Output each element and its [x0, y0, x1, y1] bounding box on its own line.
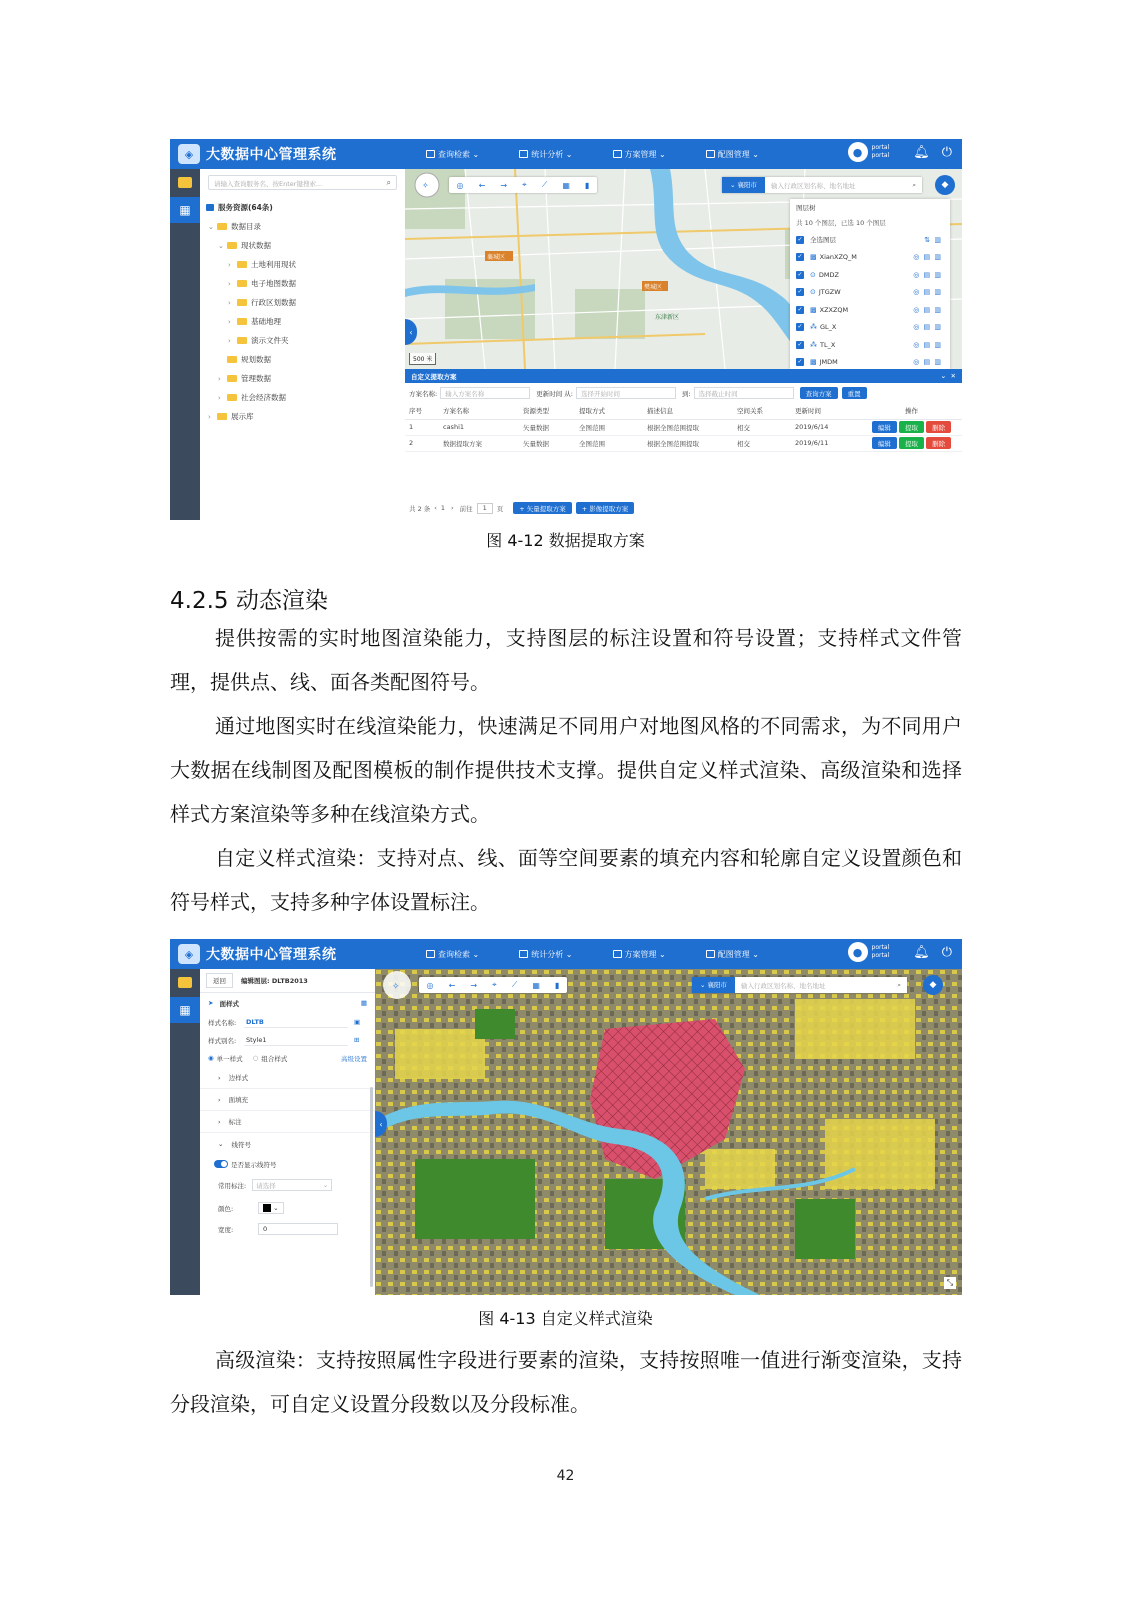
chevron-right-icon: ›: [228, 336, 231, 345]
layer-ops-icon[interactable]: ◎ ▤ ▥: [913, 305, 942, 314]
page-number: 42: [556, 1468, 575, 1484]
delete-button[interactable]: 删除: [926, 421, 951, 433]
add-vector-plan-button[interactable]: + 矢量提取方案: [513, 502, 572, 514]
checkbox[interactable]: ✓: [797, 340, 803, 348]
col-header[interactable]: 提取方式: [575, 403, 643, 419]
toggle-switch[interactable]: [214, 1160, 228, 1168]
tree-search-input[interactable]: 请输入查询服务名、按Enter键搜索... ⌕: [208, 175, 397, 190]
cell: 2019/6/11: [791, 435, 857, 451]
cell: 2019/6/14: [791, 419, 857, 435]
radio-icon[interactable]: ○: [252, 1054, 259, 1062]
chevron-right-icon: ›: [218, 1095, 221, 1104]
tree-item[interactable]: ⌄ 数据目录: [208, 222, 261, 231]
chevron-right-icon: ›: [228, 279, 231, 288]
line-layer-icon: ⁂: [810, 340, 817, 349]
name-label: 方案名称:: [409, 389, 438, 398]
layer-row-all[interactable]: ✓ 全选图层 ⇅ ▥: [797, 235, 942, 245]
query-button[interactable]: 查询方案: [800, 387, 838, 399]
save-icon[interactable]: ▣: [354, 1018, 361, 1026]
cell: 数据提取方案: [439, 435, 519, 451]
app-logo-icon: ◈: [178, 144, 200, 164]
stats-icon: [519, 950, 528, 958]
next-page-icon[interactable]: ›: [451, 504, 454, 512]
map-toolbar: [449, 177, 597, 193]
tree-item[interactable]: › 电子地图数据: [228, 279, 296, 288]
chevron-down-icon: ⌄: [218, 1140, 224, 1148]
user-name: portal: [871, 144, 890, 151]
cell: 1: [405, 419, 439, 435]
advanced-settings-link[interactable]: 高级设置: [341, 1054, 367, 1063]
polygon-layer-icon: ▩: [810, 305, 817, 314]
style-type-radios: ◉ 单一样式 ○ 组合样式 高级设置: [208, 1054, 367, 1063]
extraction-plan-panel: [405, 369, 962, 520]
menu-plans[interactable]: 方案管理 ⌄: [613, 949, 666, 960]
grid-edit-icon[interactable]: ⊞: [354, 1036, 360, 1044]
top-bar: [170, 139, 962, 169]
style-edit-panel: [200, 969, 375, 1295]
checkbox[interactable]: ✓: [797, 323, 803, 331]
globe-icon[interactable]: ◎: [456, 180, 464, 190]
line-layer-icon: ⁂: [810, 323, 817, 332]
plans-icon: [613, 150, 622, 158]
checkbox[interactable]: ✓: [797, 253, 803, 261]
col-header[interactable]: 描述信息: [643, 403, 733, 419]
folder-icon: [237, 261, 247, 268]
add-image-plan-button[interactable]: + 影像提取方案: [576, 502, 635, 514]
checkbox[interactable]: ✓: [797, 288, 803, 296]
checkbox[interactable]: ✓: [797, 235, 803, 243]
edit-button[interactable]: 编辑: [872, 421, 897, 433]
layer-row[interactable]: ✓ ⁂ TL_X ◎ ▤ ▥: [797, 340, 942, 349]
layers-icon[interactable]: ◆: [923, 975, 943, 995]
chevron-right-icon: ›: [218, 1073, 221, 1082]
chevron-right-icon: ›: [228, 298, 231, 307]
locate-icon[interactable]: ⌖: [492, 980, 497, 989]
menu-mapping[interactable]: 配图管理 ⌄: [706, 949, 759, 960]
locate-icon[interactable]: ⌖: [522, 180, 527, 189]
folder-icon: [227, 375, 237, 382]
layer-row[interactable]: ✓ ▩ JMDM ◎ ▤ ▥: [797, 358, 942, 367]
side-rail: [170, 969, 200, 1295]
measure-icon[interactable]: ⟋: [541, 180, 548, 189]
checkbox[interactable]: ✓: [797, 358, 803, 366]
map-label: 襄城区: [487, 254, 506, 261]
city-selector[interactable]: ⌄ 襄阳市: [722, 177, 765, 193]
menu-mapping[interactable]: 配图管理 ⌄: [706, 149, 759, 160]
collapse-left-icon[interactable]: ‹: [375, 1111, 387, 1137]
screenshot-custom-style: [170, 939, 962, 1295]
map-search-input[interactable]: 输入行政区划名称、地名地址: [741, 981, 826, 990]
layer-panel-title: 图层树: [796, 204, 816, 212]
menu-stats[interactable]: 统计分析 ⌄: [519, 949, 572, 960]
layer-ops-icon[interactable]: ◎ ▤ ▥: [913, 323, 942, 332]
style-panel-header: [200, 969, 375, 993]
resource-tree-panel: [200, 169, 405, 520]
tree-item[interactable]: › 展示库: [208, 412, 254, 421]
cell: 全图范围: [575, 435, 643, 451]
panel-title: 自定义提取方案: [411, 372, 457, 381]
layer-ops-icon[interactable]: ⇅ ▥: [924, 235, 942, 244]
folder-icon: [237, 318, 247, 325]
table-icon[interactable]: ▦: [360, 999, 367, 1007]
chevron-down-icon: ⌄: [322, 1181, 329, 1189]
radio-checked-icon[interactable]: ◉: [208, 1054, 214, 1062]
style-icon: ➤: [208, 999, 214, 1007]
col-header: 操作: [857, 403, 962, 419]
layer-row[interactable]: ✓ ⊙ JTGZW ◎ ▤ ▥: [797, 288, 942, 297]
name-input[interactable]: 输入方案名称: [440, 387, 530, 399]
user-avatar[interactable]: ●: [848, 942, 868, 962]
map-toolbar: [419, 977, 567, 993]
figure-caption: 图 4-12 数据提取方案: [486, 531, 645, 550]
panel-header: [405, 369, 962, 383]
panel-controls-icon[interactable]: ⌄ ✕: [940, 372, 956, 380]
layer-ops-icon[interactable]: ◎ ▤ ▥: [913, 358, 942, 367]
chevron-right-icon: ›: [208, 412, 211, 421]
chevron-right-icon: ›: [228, 260, 231, 269]
map-view[interactable]: [405, 169, 962, 369]
doc-icon: [206, 204, 214, 211]
cell: 根据全图范围提取: [643, 435, 733, 451]
delete-button[interactable]: 删除: [926, 437, 951, 449]
col-header[interactable]: 更新时间: [791, 403, 857, 419]
user-role: portal: [871, 152, 890, 159]
map-search-input[interactable]: 输入行政区划名称、地名地址: [771, 181, 856, 190]
logout-icon[interactable]: ⏻: [941, 944, 952, 960]
width-field: 宽度: 0: [200, 1219, 375, 1239]
layer-ops-icon[interactable]: ◎ ▤ ▥: [913, 340, 942, 349]
layer-row[interactable]: ✓ ⊙ DMDZ ◎ ▤ ▥: [797, 270, 942, 279]
cell: 2: [405, 435, 439, 451]
stats-icon: [519, 150, 528, 158]
tree-item[interactable]: › 演示文件夹: [228, 336, 289, 345]
edit-button[interactable]: 编辑: [872, 437, 897, 449]
map-search-box[interactable]: [722, 177, 922, 193]
folder-icon: [217, 413, 227, 420]
table-header-row: [405, 403, 962, 419]
search-icon[interactable]: ⌕: [897, 980, 901, 989]
collapse-left-icon[interactable]: ‹: [405, 319, 417, 345]
back-arrow-icon[interactable]: ←: [448, 980, 456, 990]
tree-item[interactable]: › 土地利用现状: [228, 260, 296, 269]
landuse-map: [375, 969, 962, 1295]
tree-item[interactable]: › 社会经济数据: [218, 393, 286, 402]
fill-style-section: ➤ 面样式 ▦: [208, 999, 367, 1008]
folder-icon[interactable]: [178, 177, 192, 188]
folder-icon: [227, 356, 237, 363]
folder-icon: [237, 299, 247, 306]
chevron-right-icon: ›: [228, 317, 231, 326]
checkbox[interactable]: ✓: [797, 305, 803, 313]
bell-icon[interactable]: 🔔︎: [913, 144, 930, 160]
app-title: 大数据中心管理系统: [206, 147, 337, 163]
globe-icon[interactable]: ◎: [426, 980, 434, 990]
top-bar: [170, 939, 962, 969]
figure-caption: 图 4-13 自定义样式渲染: [478, 1309, 653, 1328]
col-header[interactable]: 空间关系: [733, 403, 791, 419]
page-unit: 页: [496, 504, 504, 513]
folder-icon: [217, 223, 227, 230]
col-header[interactable]: 资源类型: [519, 403, 575, 419]
measure-icon[interactable]: ⟋: [511, 980, 518, 989]
city-selector[interactable]: ⌄ 襄阳市: [692, 977, 735, 993]
svg-text:✧: ✧: [422, 181, 429, 190]
page-input[interactable]: 1: [477, 503, 493, 514]
paragraph: 高级渲染：支持按照属性字段进行要素的渲染，支持按照唯一值进行渐变渲染，支持分段渲染，可自定义设置分段数以及分段标准。: [170, 1348, 962, 1416]
paragraph: 通过地图实时在线渲染能力，快速满足不同用户对地图风格的不同需求，为不同用户大数据在线制图及配图模板的制作提供技术支撑。提供自定义样式渲染、高级渲染和选择样式方案渲染等多种在线渲染方式。: [170, 714, 962, 826]
point-layer-icon: ⊙: [810, 288, 816, 297]
extract-button[interactable]: 提取: [899, 421, 924, 433]
svg-text:✧: ✧: [392, 982, 400, 992]
menu-query[interactable]: 查询检索 ⌄: [426, 949, 479, 960]
cell: 相交: [733, 419, 791, 435]
style-name-input[interactable]: DLTB: [244, 1017, 348, 1028]
cell: 全图范围: [575, 419, 643, 435]
time-label: 更新时间 从:: [536, 389, 573, 398]
cell: 根据全图范围提取: [643, 419, 733, 435]
side-rail: [170, 169, 200, 520]
common-label-field: 常用标注: 请选择 ⌄: [200, 1173, 375, 1197]
fullscreen-icon[interactable]: ⤡: [944, 1277, 956, 1289]
cell: cashi1: [439, 419, 519, 435]
map-label: 樊城区: [644, 284, 663, 291]
map-search-box[interactable]: [692, 977, 907, 993]
total-count: 共 2 条: [409, 504, 431, 513]
goto-label: 前往: [459, 504, 473, 513]
menu-query[interactable]: 查询检索 ⌄: [426, 149, 479, 160]
chevron-right-icon: ›: [218, 393, 221, 402]
to-label: 到:: [681, 389, 691, 398]
clear-icon[interactable]: ▮: [584, 180, 590, 190]
prev-page-icon[interactable]: ‹: [434, 504, 437, 512]
back-button[interactable]: 返回: [206, 973, 233, 988]
folder-icon: [237, 337, 247, 344]
catalog-icon[interactable]: ▦: [170, 197, 200, 223]
common-label-select[interactable]: 请选择 ⌄: [252, 1179, 332, 1191]
search-icon[interactable]: ⌕: [386, 178, 391, 187]
reset-button[interactable]: 重置: [842, 387, 867, 399]
menu-plans[interactable]: 方案管理 ⌄: [613, 149, 666, 160]
cell: 相交: [733, 435, 791, 451]
tree-item[interactable]: 规划数据: [200, 350, 405, 369]
accordion-fill[interactable]: › 面填充: [200, 1089, 375, 1111]
style-alias-input[interactable]: Style1: [244, 1035, 348, 1046]
paragraph: 提供按需的实时地图渲染能力，支持图层的标注设置和符号设置；支持样式文件管理，提供点、线、面各类配图符号。: [170, 626, 962, 694]
mapping-icon: [706, 150, 715, 158]
start-time-input[interactable]: 选择开始时间: [576, 387, 676, 399]
table-row[interactable]: [405, 419, 962, 435]
accordion-border-style[interactable]: › 边样式: [200, 1067, 375, 1089]
app-logo-icon: ◈: [178, 944, 200, 964]
tree-item[interactable]: › 管理数据: [218, 374, 271, 383]
table-row[interactable]: [405, 435, 962, 451]
user-name: portal: [871, 944, 890, 951]
bell-icon[interactable]: 🔔︎: [913, 944, 930, 960]
layer-ops-icon[interactable]: ◎ ▤ ▥: [913, 288, 942, 297]
row-actions: [857, 435, 962, 451]
show-line-symbol-toggle[interactable]: 是否显示线符号: [200, 1155, 375, 1173]
extract-button[interactable]: 提取: [899, 437, 924, 449]
col-header[interactable]: 序号: [405, 403, 439, 419]
mapping-icon: [706, 950, 715, 958]
layer-tree-panel: [790, 199, 950, 369]
map-scale: 500 米: [409, 353, 436, 365]
accordion-line-symbol[interactable]: ⌄ 线符号: [218, 1140, 251, 1149]
edit-layer-label: 编辑图层: DLTB2013: [241, 977, 308, 985]
logout-icon[interactable]: ⏻: [941, 144, 952, 160]
back-arrow-icon[interactable]: ←: [478, 180, 486, 190]
row-actions: [857, 419, 962, 435]
layer-row[interactable]: ✓ ▩ XZXZQM ◎ ▤ ▥: [797, 305, 942, 314]
point-layer-icon: ⊙: [810, 270, 816, 279]
menu-stats[interactable]: 统计分析 ⌄: [519, 149, 572, 160]
grid-icon[interactable]: ▦: [562, 180, 570, 190]
pagination: [409, 502, 634, 514]
width-input[interactable]: 0: [258, 1223, 338, 1235]
filter-bar: [405, 383, 962, 403]
polygon-layer-icon: ▩: [810, 253, 817, 262]
folder-icon: [227, 242, 237, 249]
polygon-layer-icon: ▩: [810, 358, 817, 367]
chevron-right-icon: ›: [218, 374, 221, 383]
rendered-map-view[interactable]: [375, 969, 962, 1295]
folder-icon: [237, 280, 247, 287]
layer-ops-icon[interactable]: ◎ ▤ ▥: [913, 253, 942, 262]
accordion-label[interactable]: › 标注: [200, 1111, 375, 1133]
section-heading: 4.2.5 动态渲染: [170, 588, 328, 614]
checkbox[interactable]: ✓: [797, 270, 803, 278]
style-alias-field: 样式别名: Style1 ⊞: [208, 1035, 360, 1045]
search-icon[interactable]: ⌕: [912, 180, 916, 189]
chevron-down-icon: ⌄: [218, 241, 224, 250]
forward-arrow-icon[interactable]: →: [470, 980, 478, 990]
paragraph: 自定义样式渲染：支持对点、线、面等空间要素的填充内容和轮廓自定义设置颜色和符号样式，支持多种字体设置标注。: [170, 846, 962, 914]
tree-item[interactable]: › 行政区划数据: [228, 298, 296, 307]
layer-ops-icon[interactable]: ◎ ▤ ▥: [913, 270, 942, 279]
query-icon: [426, 150, 435, 158]
layer-row[interactable]: ✓ ⁂ GL_X ◎ ▤ ▥: [797, 323, 942, 332]
end-time-input[interactable]: 选择截止时间: [694, 387, 794, 399]
color-picker[interactable]: ⌄: [258, 1202, 284, 1214]
folder-icon[interactable]: [178, 977, 192, 988]
chevron-right-icon: ›: [218, 1117, 221, 1126]
screenshot-data-extraction: [170, 139, 962, 520]
cell: 矢量数据: [519, 419, 575, 435]
tree-item[interactable]: ⌄ 现状数据: [218, 241, 271, 250]
scrollbar[interactable]: [370, 1087, 373, 1287]
app-title: 大数据中心管理系统: [206, 947, 337, 963]
clear-icon[interactable]: ▮: [554, 980, 560, 990]
catalog-icon[interactable]: ▦: [170, 997, 200, 1023]
layer-summary: 共 10 个图层，已选 10 个图层: [796, 219, 886, 227]
tree-item[interactable]: 服务资源(64条): [200, 198, 405, 217]
folder-icon: [227, 394, 237, 401]
layers-icon[interactable]: ◆: [935, 175, 955, 195]
plans-icon: [613, 950, 622, 958]
plan-table: [405, 403, 962, 452]
layer-row[interactable]: ✓ ▩ XianXZQ_M ◎ ▤ ▥: [797, 253, 942, 262]
map-label: 东津新区: [655, 314, 680, 321]
grid-icon[interactable]: ▦: [532, 980, 540, 990]
query-icon: [426, 950, 435, 958]
current-page[interactable]: 1: [440, 504, 446, 512]
color-swatch: [263, 1204, 271, 1212]
col-header[interactable]: 方案名称: [439, 403, 519, 419]
forward-arrow-icon[interactable]: →: [500, 180, 508, 190]
tree-item[interactable]: › 基础地理: [228, 317, 281, 326]
cell: 矢量数据: [519, 435, 575, 451]
style-name-field: 样式名称: DLTB ▣: [208, 1017, 361, 1027]
color-field: 颜色: ⌄: [200, 1197, 375, 1219]
user-role: portal: [871, 952, 890, 959]
chevron-down-icon: ⌄: [208, 222, 214, 231]
user-avatar[interactable]: ●: [848, 142, 868, 162]
